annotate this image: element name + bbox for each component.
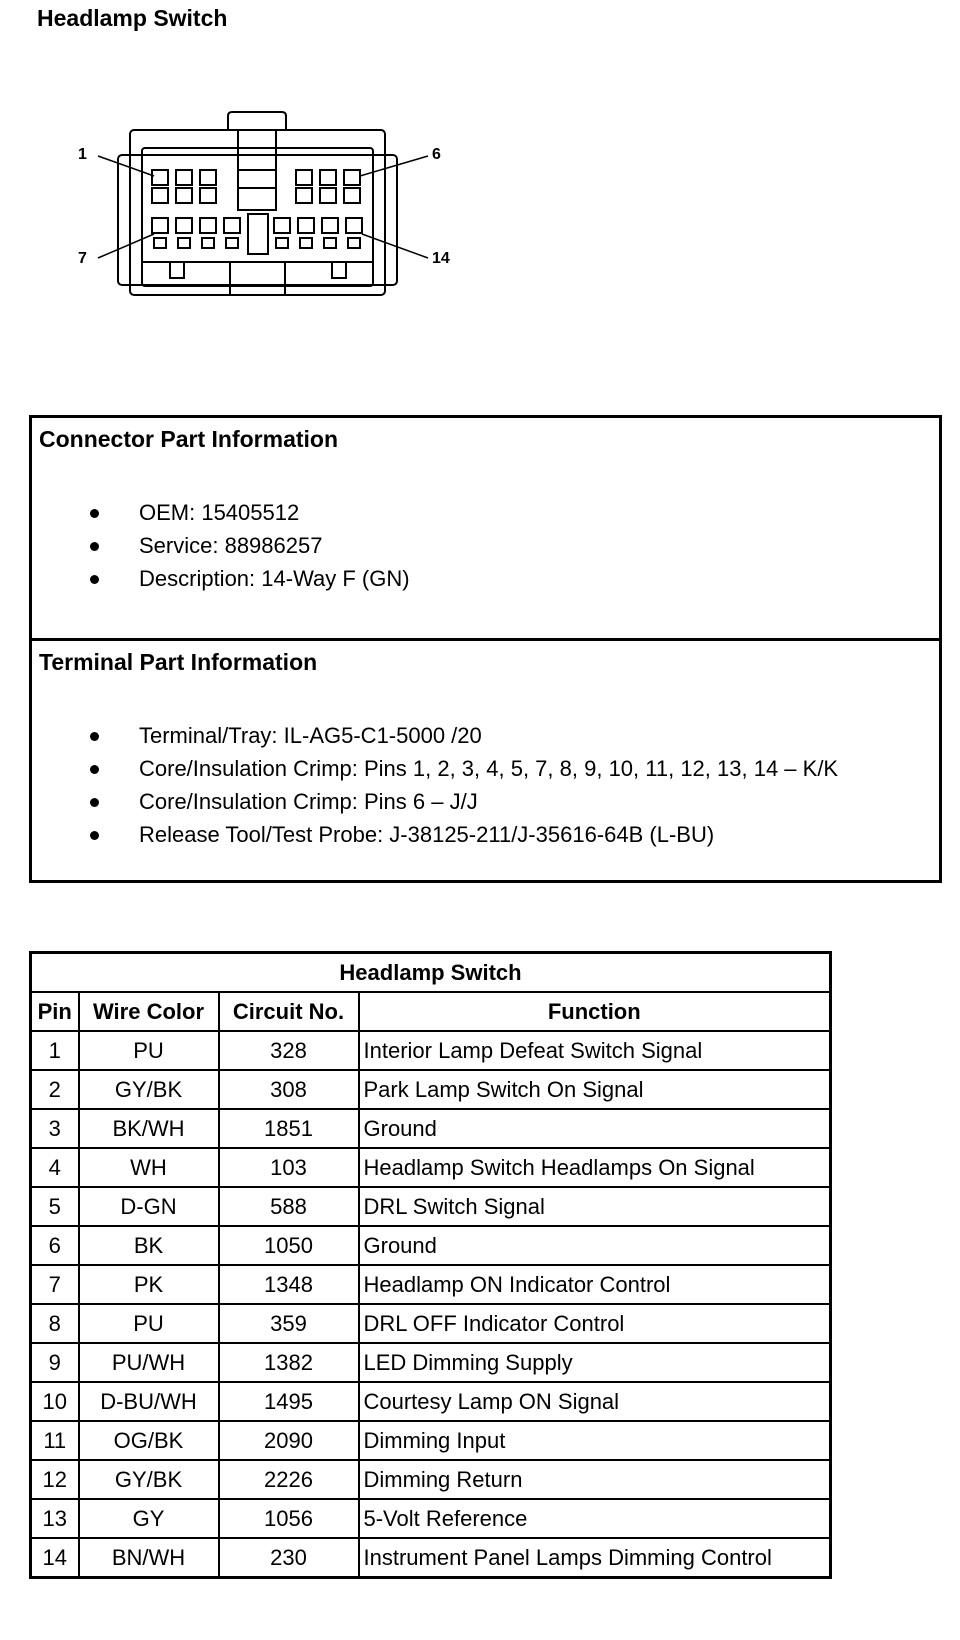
wire-color-cell: GY/BK (79, 1460, 219, 1499)
list-item: Release Tool/Test Probe: J-38125-211/J-35616-64B (L-BU) (32, 818, 939, 851)
wire-color-cell: PU (79, 1031, 219, 1070)
wire-color-cell: PU (79, 1304, 219, 1343)
wire-color-cell: BK/WH (79, 1109, 219, 1148)
connector-part-info (32, 418, 939, 641)
function-cell: Instrument Panel Lamps Dimming Control (359, 1538, 831, 1578)
pin-cell: 14 (31, 1538, 79, 1578)
table-row (31, 1382, 831, 1421)
pin-cell: 2 (31, 1070, 79, 1109)
terminal-info-heading: Terminal Part Information (39, 649, 318, 675)
housing-flange (118, 155, 397, 285)
function-cell: Park Lamp Switch On Signal (359, 1070, 831, 1109)
wire-color-cell: PU/WH (79, 1343, 219, 1382)
bullet-icon (90, 575, 99, 584)
circuit-cell: 2090 (219, 1421, 359, 1460)
function-cell: Courtesy Lamp ON Signal (359, 1382, 831, 1421)
function-cell: Ground (359, 1109, 831, 1148)
pin-cell: 13 (31, 1499, 79, 1538)
function-cell: Dimming Input (359, 1421, 831, 1460)
list-item: Service: 88986257 (32, 529, 939, 562)
circuit-cell: 1056 (219, 1499, 359, 1538)
table-row (31, 1343, 831, 1382)
page-title: Headlamp Switch (37, 5, 228, 31)
column-header-pin: Pin (31, 992, 79, 1031)
bullet-icon (90, 732, 99, 741)
wire-color-cell: OG/BK (79, 1421, 219, 1460)
circuit-cell: 1851 (219, 1109, 359, 1148)
list-item: Core/Insulation Crimp: Pins 6 – J/J (32, 785, 939, 818)
pin-cell: 9 (31, 1343, 79, 1382)
bullet-icon (90, 798, 99, 807)
terminal-row-bottom (152, 214, 362, 254)
callout-pin-14: 14 (432, 250, 450, 267)
terminal-info-list (32, 719, 939, 851)
pin-cell: 10 (31, 1382, 79, 1421)
list-item: Terminal/Tray: IL-AG5-C1-5000 /20 (32, 719, 939, 752)
column-header-circuit: Circuit No. (219, 992, 359, 1031)
table-row (31, 1031, 831, 1070)
table-row (31, 1187, 831, 1226)
leader-pin-14 (362, 234, 428, 258)
wire-color-cell: BK (79, 1226, 219, 1265)
leader-pin-6 (360, 156, 428, 176)
circuit-cell: 1495 (219, 1382, 359, 1421)
table-row (31, 1499, 831, 1538)
circuit-cell: 1050 (219, 1226, 359, 1265)
wire-color-cell: D-GN (79, 1187, 219, 1226)
callout-pin-1: 1 (78, 146, 87, 163)
wire-color-cell: BN/WH (79, 1538, 219, 1578)
bullet-icon (90, 542, 99, 551)
table-row (31, 1304, 831, 1343)
circuit-cell: 1382 (219, 1343, 359, 1382)
column-header-wire-color: Wire Color (79, 992, 219, 1031)
terminal-row-top (152, 170, 360, 203)
circuit-cell: 328 (219, 1031, 359, 1070)
function-cell: Dimming Return (359, 1460, 831, 1499)
circuit-cell: 1348 (219, 1265, 359, 1304)
pin-cell: 1 (31, 1031, 79, 1070)
wire-color-cell: PK (79, 1265, 219, 1304)
part-info-box (29, 415, 942, 883)
list-item: OEM: 15405512 (32, 496, 939, 529)
pin-cell: 6 (31, 1226, 79, 1265)
leader-pin-1 (98, 156, 154, 176)
connector-info-heading: Connector Part Information (39, 426, 339, 452)
pin-cell: 8 (31, 1304, 79, 1343)
function-cell: Headlamp Switch Headlamps On Signal (359, 1148, 831, 1187)
connector-info-list (32, 496, 939, 595)
list-item: Description: 14-Way F (GN) (32, 562, 939, 595)
pin-cell: 4 (31, 1148, 79, 1187)
pin-cell: 11 (31, 1421, 79, 1460)
connector-face-drawing (70, 110, 490, 310)
function-cell: LED Dimming Supply (359, 1343, 831, 1382)
pinout-table-body (31, 1031, 831, 1578)
connector-diagram (70, 110, 490, 310)
table-row (31, 1460, 831, 1499)
function-cell: Headlamp ON Indicator Control (359, 1265, 831, 1304)
bullet-icon (90, 509, 99, 518)
table-row (31, 1109, 831, 1148)
table-row (31, 1538, 831, 1578)
callout-pin-6: 6 (432, 146, 441, 163)
latch-tab (228, 112, 286, 130)
wire-color-cell: GY/BK (79, 1070, 219, 1109)
wire-color-cell: WH (79, 1148, 219, 1187)
pin-cell: 5 (31, 1187, 79, 1226)
pin-cell: 3 (31, 1109, 79, 1148)
circuit-cell: 588 (219, 1187, 359, 1226)
callout-pin-7: 7 (78, 250, 87, 267)
column-header-function: Function (359, 992, 831, 1031)
circuit-cell: 230 (219, 1538, 359, 1578)
pinout-table (29, 951, 832, 1579)
table-row (31, 1148, 831, 1187)
function-cell: DRL Switch Signal (359, 1187, 831, 1226)
circuit-cell: 308 (219, 1070, 359, 1109)
bullet-icon (90, 831, 99, 840)
circuit-cell: 2226 (219, 1460, 359, 1499)
function-cell: Interior Lamp Defeat Switch Signal (359, 1031, 831, 1070)
wire-color-cell: D-BU/WH (79, 1382, 219, 1421)
table-row (31, 1421, 831, 1460)
pin-cell: 12 (31, 1460, 79, 1499)
function-cell: DRL OFF Indicator Control (359, 1304, 831, 1343)
function-cell: 5-Volt Reference (359, 1499, 831, 1538)
circuit-cell: 359 (219, 1304, 359, 1343)
table-row (31, 1265, 831, 1304)
table-row (31, 1070, 831, 1109)
leader-pin-7 (98, 234, 154, 258)
list-item: Core/Insulation Crimp: Pins 1, 2, 3, 4, 5, 7, 8, 9, 10, 11, 12, 13, 14 – K/K (32, 752, 939, 785)
function-cell: Ground (359, 1226, 831, 1265)
circuit-cell: 103 (219, 1148, 359, 1187)
table-title: Headlamp Switch (31, 953, 831, 993)
wire-color-cell: GY (79, 1499, 219, 1538)
bullet-icon (90, 765, 99, 774)
table-row (31, 1226, 831, 1265)
pin-cell: 7 (31, 1265, 79, 1304)
